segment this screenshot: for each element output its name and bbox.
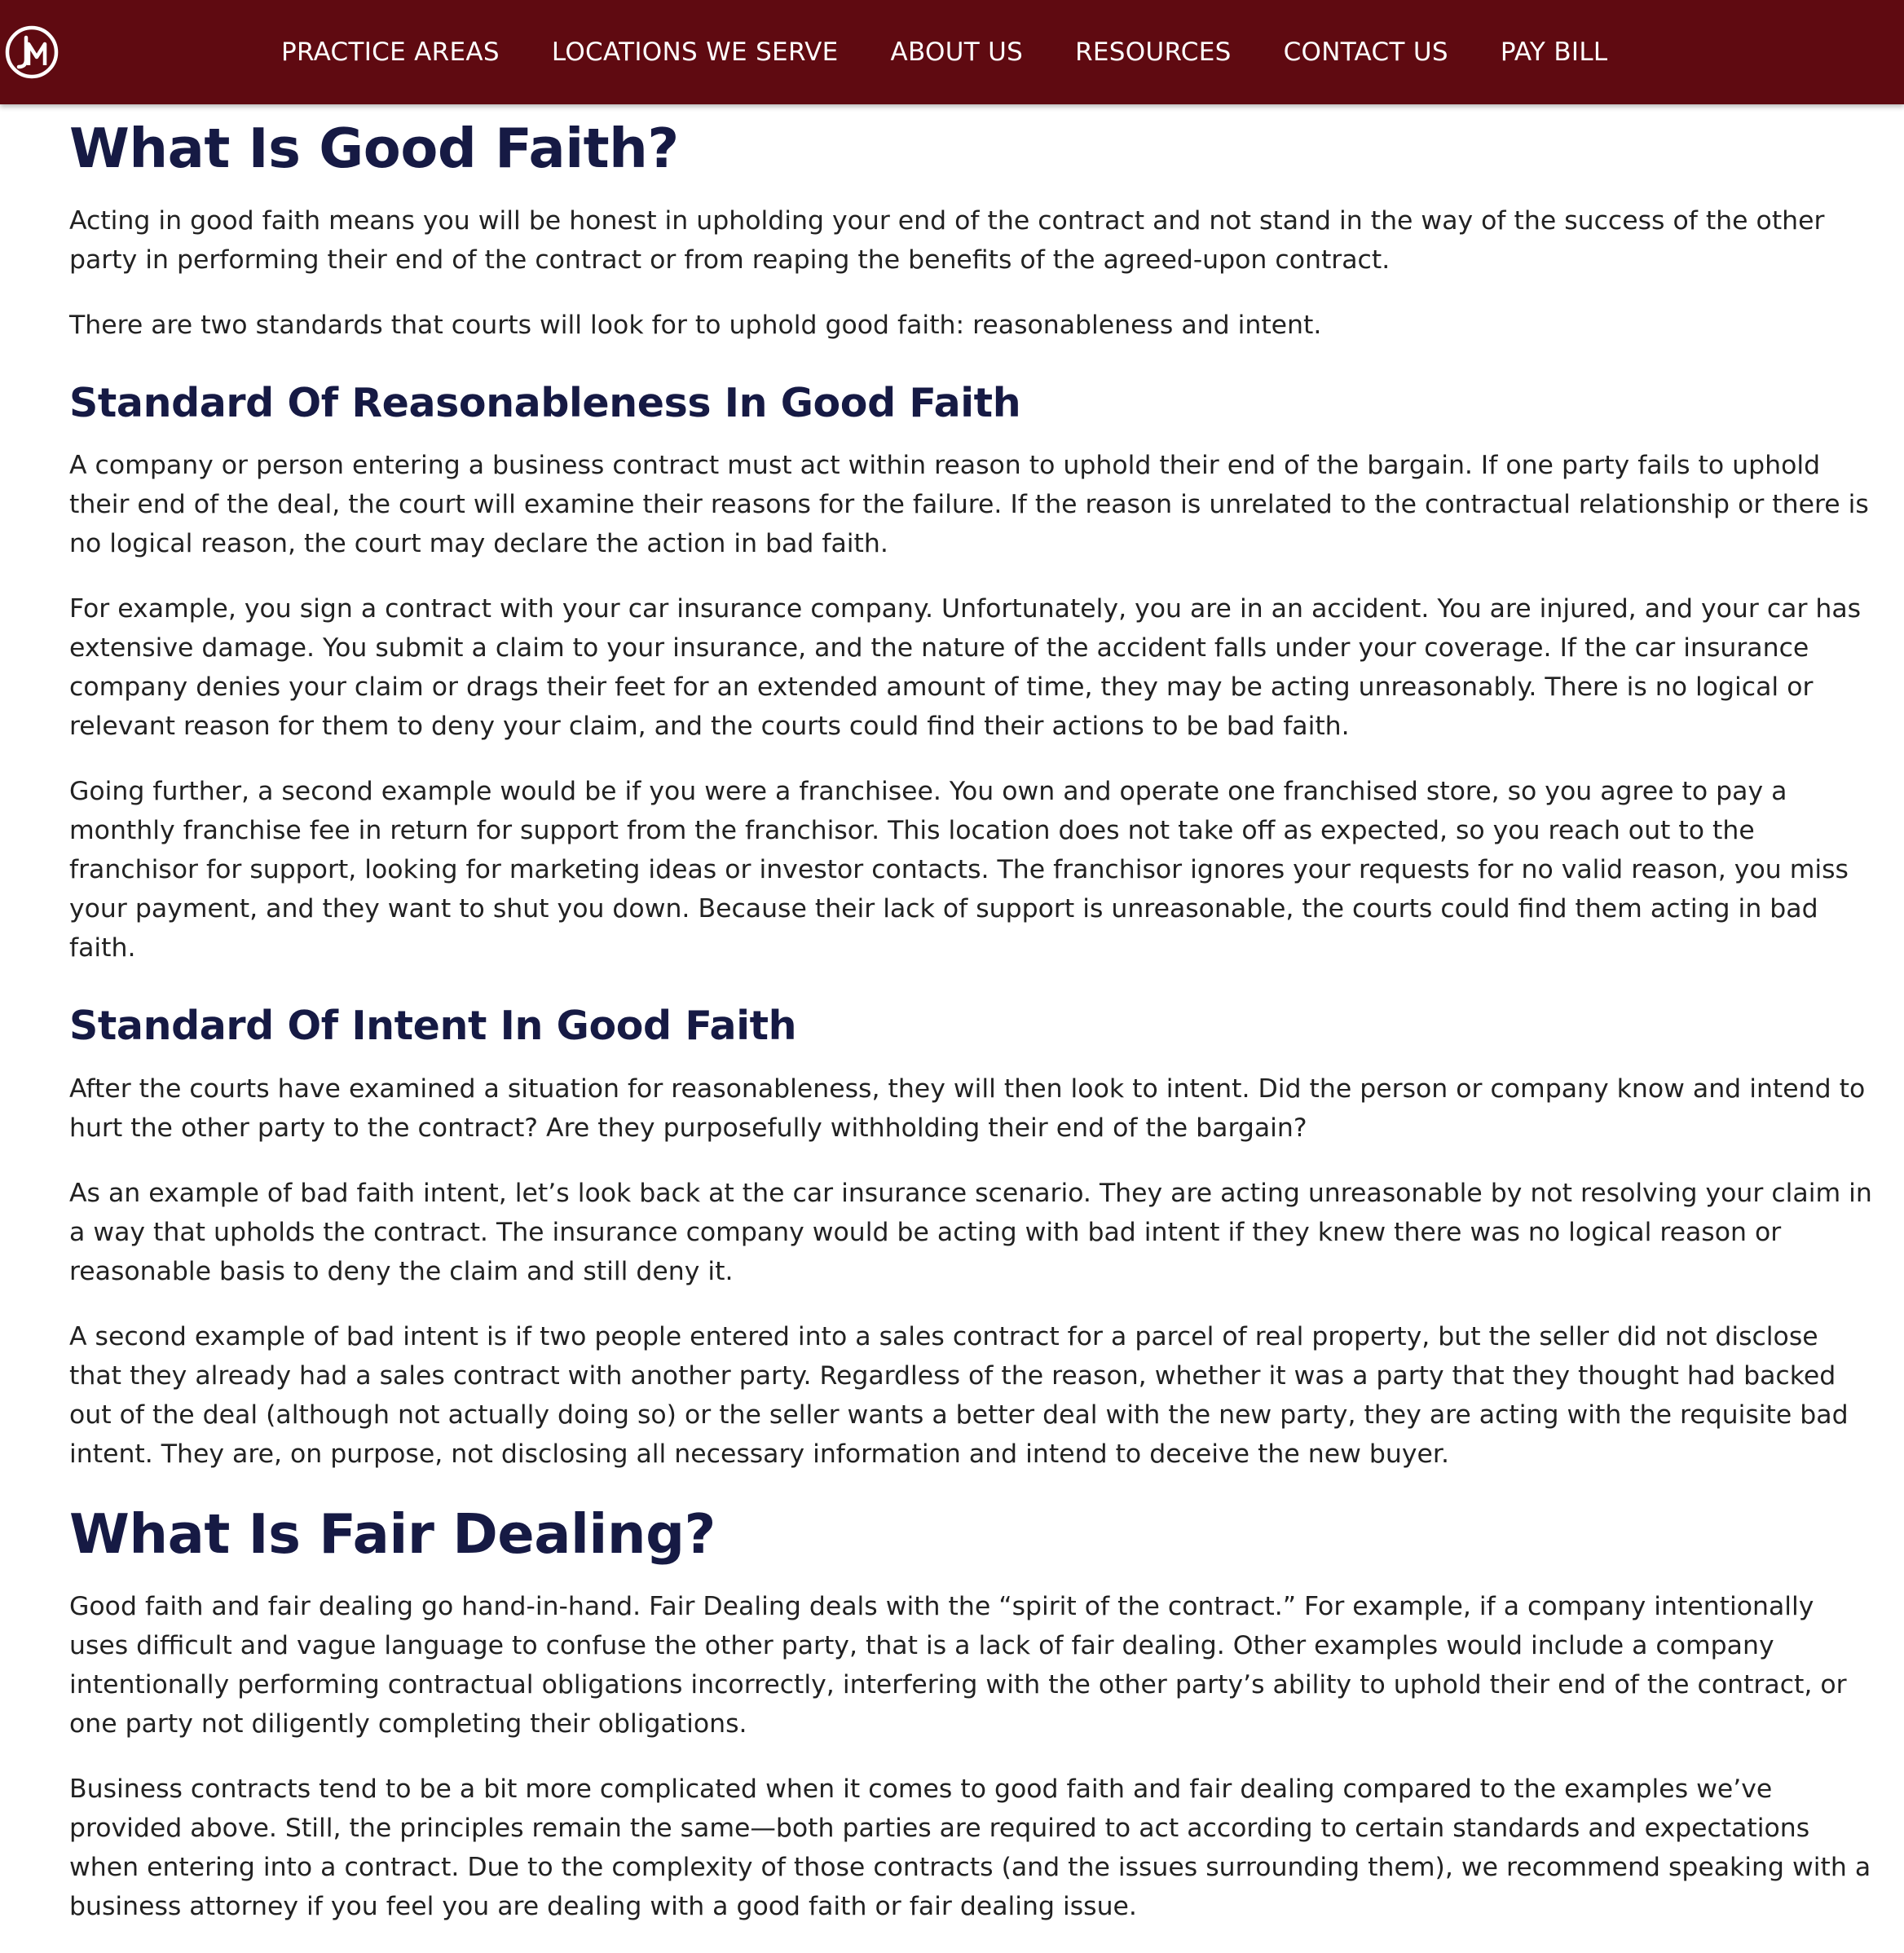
jm-monogram-logo-icon[interactable]	[4, 24, 60, 80]
nav-item-locations-we-serve[interactable]: LOCATIONS WE SERVE	[551, 37, 839, 67]
paragraph: After the courts have examined a situation for reasonableness, they will then look to intent. Did the person or company know and intend to hurt the other party to the contract? Are they purposefully withholding their end of the bargain?	[69, 1073, 1866, 1143]
top-navigation-bar	[0, 0, 1904, 104]
nav-item-practice-areas[interactable]: PRACTICE AREAS	[281, 37, 500, 67]
paragraph: There are two standards that courts will look for to uphold good faith: reasonableness and intent.	[69, 311, 1322, 341]
article-content	[69, 104, 1875, 1952]
paragraph: A second example of bad intent is if two people entered into a sales contract for a parcel of real property, but the seller did not disclose that they already had a sales contract with another party. Regardless of the reason, whether it was a party that they thought had backed out of the deal (although not actually doing so) or the seller wants a better deal with the new party, they are acting with the requisite bad intent. They are, on purpose, not disclosing all necessary information and intend to deceive the new buyer.	[69, 1321, 1849, 1469]
paragraph: Good faith and fair dealing go hand-in-hand. Fair Dealing deals with the “spirit of the contract.” For example, if a company intentionally uses difficult and vague language to confuse the other party, that is a lack of fair dealing. Other examples would include a company intentionally performing contractual obligations incorrectly, interfering with the other party’s ability to uphold their end of the contract, or one party not diligently completing their obligations.	[69, 1591, 1847, 1739]
nav-item-about-us[interactable]: ABOUT US	[890, 37, 1024, 67]
main-menu	[281, 0, 1607, 104]
heading-standard-of-intent: Standard Of Intent In Good Faith	[69, 1003, 797, 1050]
paragraph: Business contracts tend to be a bit more complicated when it comes to good faith and fair dealing compared to the examples we’ve provided above. Still, the principles remain the same—both parties are required to act according to certain standards and expectations when entering into a contract. Due to the complexity of those contracts (and the issues surrounding them), we recommend speaking with a business attorney if you feel you are dealing with a good faith or fair dealing issue.	[69, 1774, 1871, 1921]
nav-item-resources[interactable]: RESOURCES	[1075, 37, 1232, 67]
paragraph: For example, you sign a contract with your car insurance company. Unfortunately, you are in an accident. You are injured, and your car has extensive damage. You submit a claim to your insurance, and the nature of the accident falls under your coverage. If the car insurance company denies your claim or drags their feet for an extended amount of time, they may be acting unreasonably. There is no logical or relevant reason for them to deny your claim, and the courts could find their actions to be bad faith.	[69, 594, 1862, 742]
paragraph: A company or person entering a business contract must act within reason to uphold their end of the bargain. If one party fails to uphold their end of the deal, the court will examine their reasons for the failure. If the reason is unrelated to the contractual relationship or there is no logical reason, the court may declare the action in bad faith.	[69, 451, 1869, 559]
heading-what-is-fair-dealing: What Is Fair Dealing?	[69, 1501, 716, 1566]
paragraph: As an example of bad faith intent, let’s look back at the car insurance scenario. They are acting unreasonable by not resolving your claim in a way that upholds the contract. The insurance company would be acting with bad intent if they knew there was no logical reason or reasonable basis to deny the claim and still deny it.	[69, 1178, 1872, 1286]
paragraph: Acting in good faith means you will be honest in upholding your end of the contract and not stand in the way of the success of the other party in performing their end of the contract or from reaping the benefits of the agreed-upon contract.	[69, 206, 1825, 276]
nav-item-pay-bill[interactable]: PAY BILL	[1500, 37, 1608, 67]
nav-item-contact-us[interactable]: CONTACT US	[1283, 37, 1448, 67]
paragraph: Going further, a second example would be if you were a franchisee. You own and operate one franchised store, so you agree to pay a monthly franchise fee in return for support from the franchisor. This location does not take off as expected, so you reach out to the franchisor for support, looking for marketing ideas or investor contacts. The franchisor ignores your requests for no valid reason, you miss your payment, and they want to shut you down. Because their lack of support is unreasonable, the courts could find them acting in bad faith.	[69, 777, 1849, 963]
heading-what-is-good-faith: What Is Good Faith?	[69, 117, 679, 180]
heading-standard-of-reasonableness: Standard Of Reasonableness In Good Faith	[69, 380, 1021, 427]
